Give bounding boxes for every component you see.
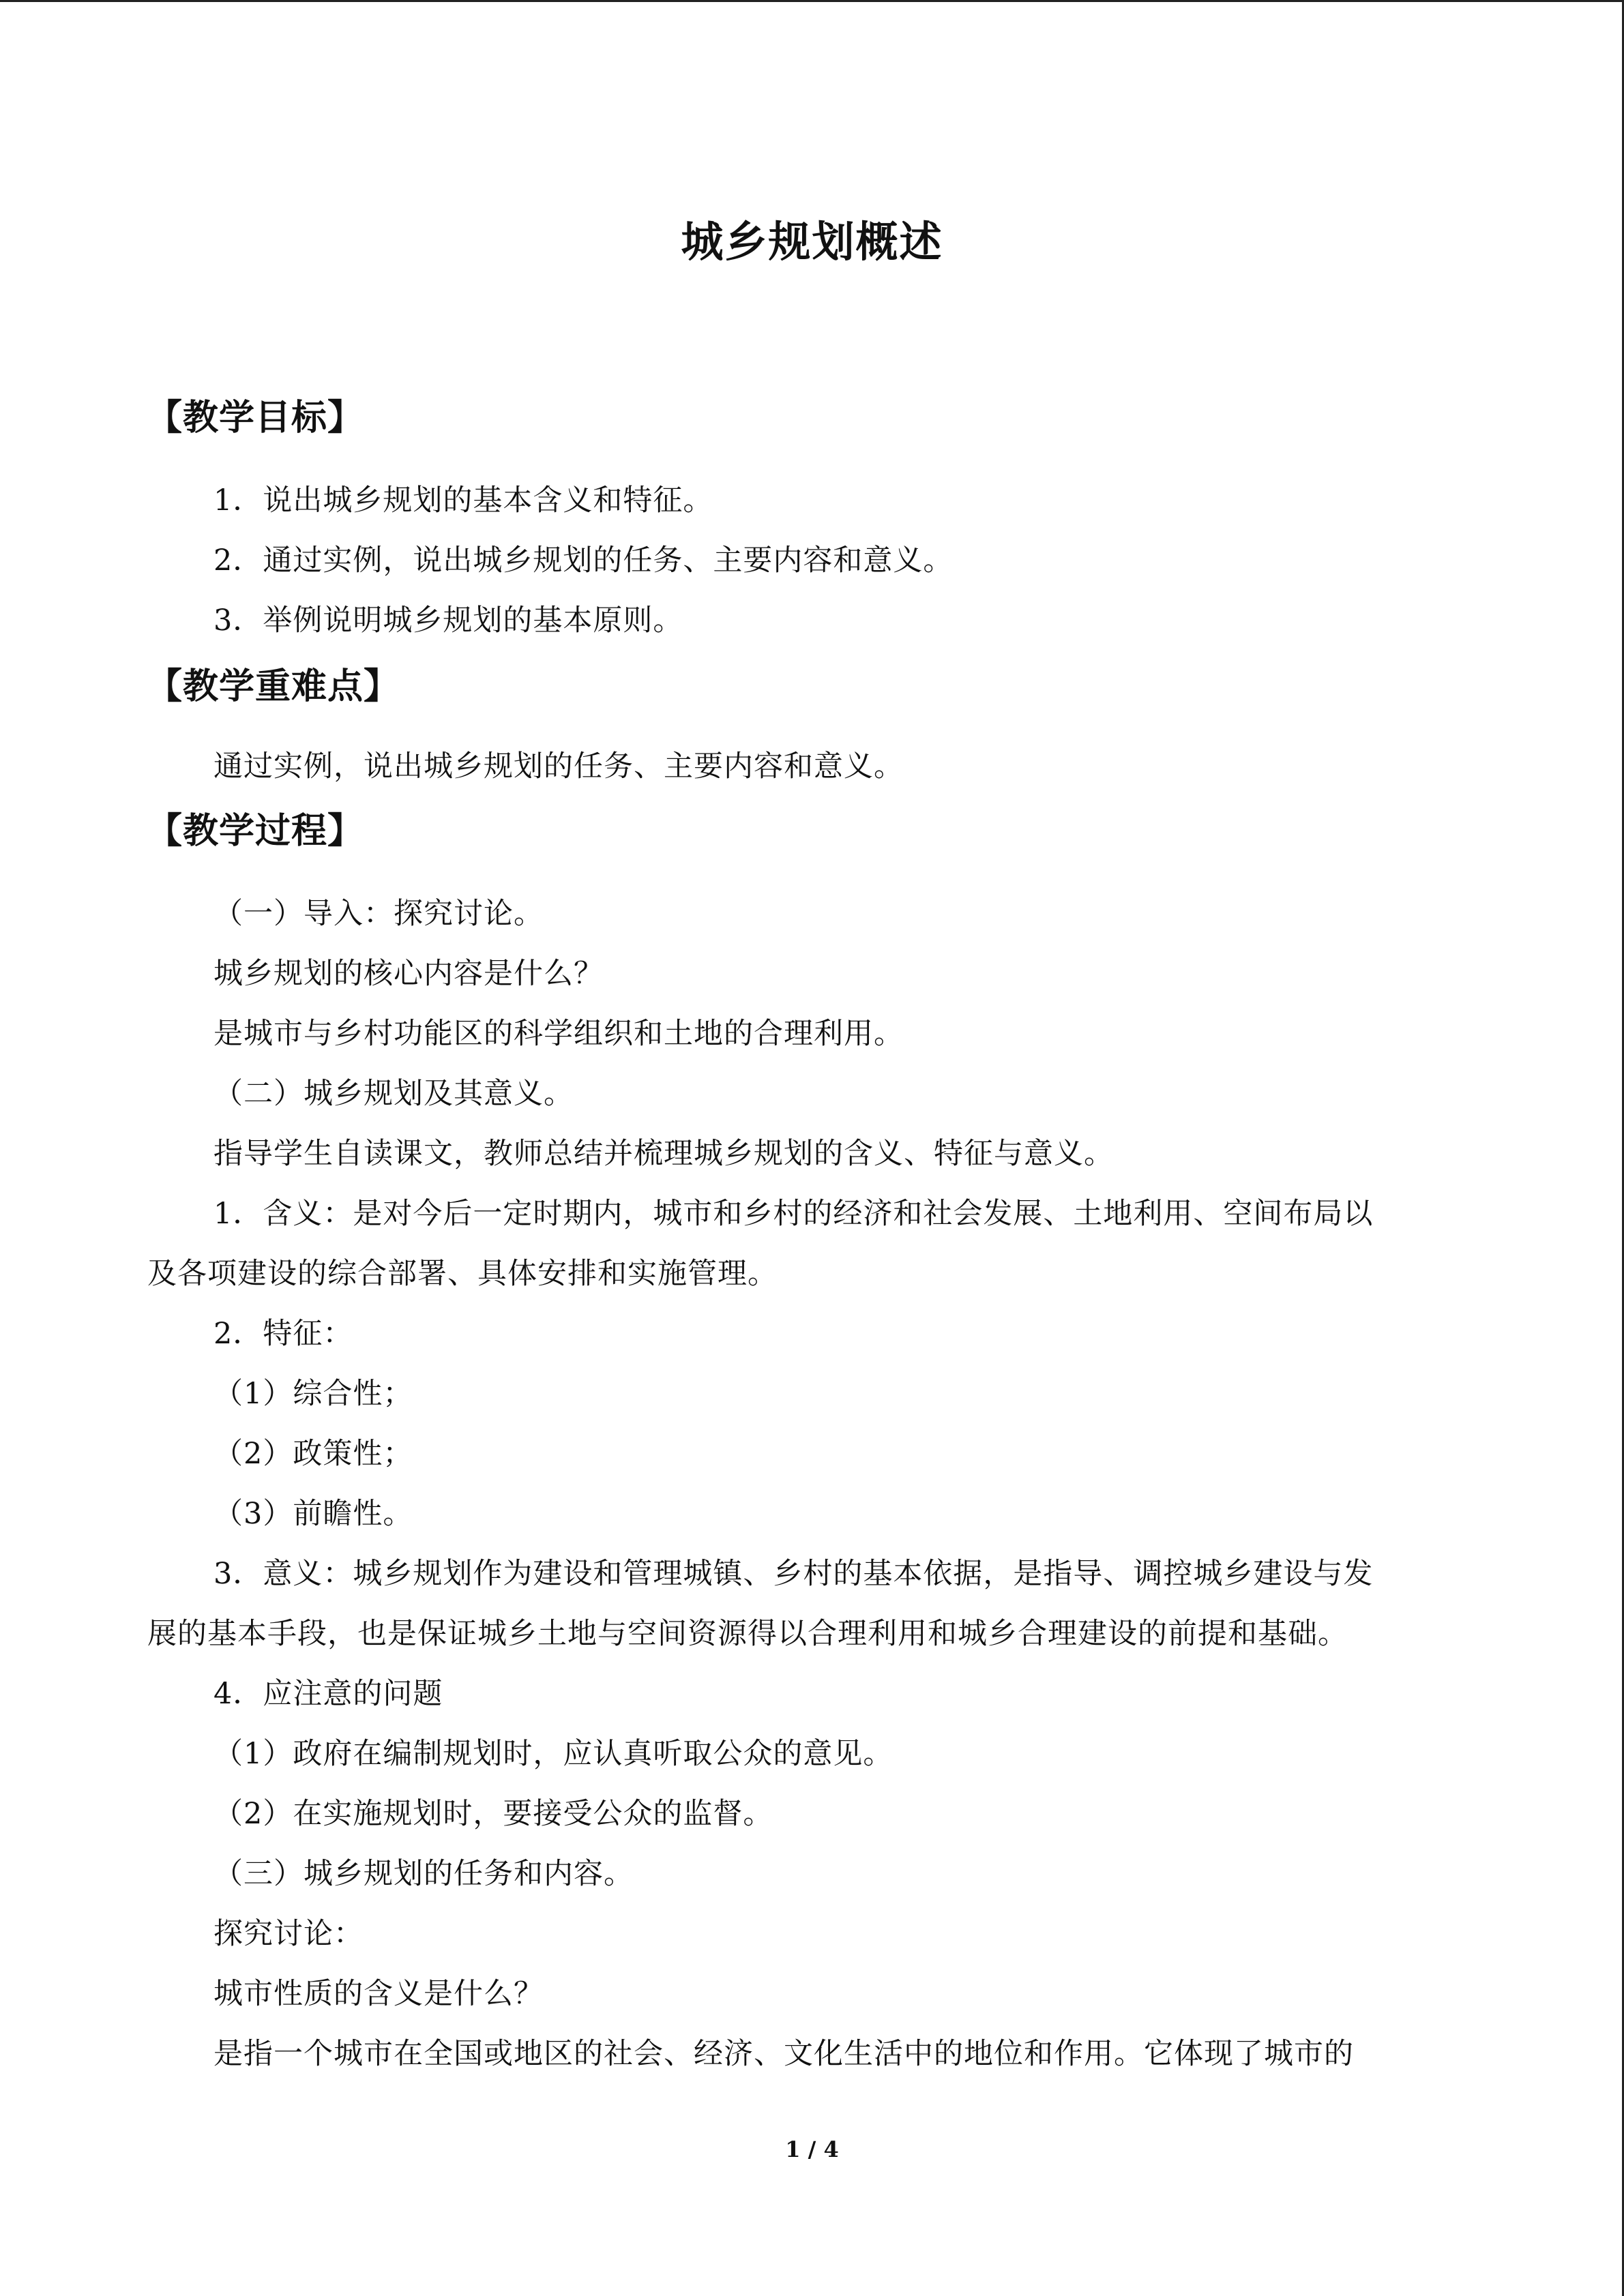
process-line: 是城市与乡村功能区的科学组织和土地的合理利用。	[213, 1017, 904, 1051]
process-line: （2）在实施规划时，要接受公众的监督。	[213, 1797, 773, 1831]
section-heading-keypoints: 【教学重难点】	[147, 666, 400, 707]
section-heading-objectives: 【教学目标】	[147, 398, 364, 438]
process-line: （1）综合性；	[213, 1377, 413, 1411]
process-line: （2）政策性；	[213, 1437, 413, 1471]
objective-item-1: 1．说出城乡规划的基本含义和特征。	[213, 483, 713, 518]
process-line: 是指一个城市在全国或地区的社会、经济、文化生活中的地位和作用。它体现了城市的	[213, 2037, 1354, 2071]
process-line: 1．含义：是对今后一定时期内，城市和乡村的经济和社会发展、土地利用、空间布局以	[213, 1197, 1374, 1231]
page-border-top	[0, 0, 1624, 2]
process-line: （一）导入：探究讨论。	[213, 897, 544, 931]
objective-item-2: 2．通过实例，说出城乡规划的任务、主要内容和意义。	[213, 543, 954, 578]
process-line: 城乡规划的核心内容是什么？	[213, 957, 604, 991]
process-line: （3）前瞻性。	[213, 1497, 413, 1531]
process-line: （二）城乡规划及其意义。	[213, 1077, 574, 1111]
section-heading-process: 【教学过程】	[147, 811, 364, 852]
document-title: 城乡规划概述	[681, 217, 943, 267]
process-line: 指导学生自读课文，教师总结并梳理城乡规划的含义、特征与意义。	[213, 1137, 1114, 1171]
process-line: 城市性质的含义是什么？	[213, 1977, 544, 2011]
objective-item-3: 3．举例说明城乡规划的基本原则。	[213, 603, 683, 638]
process-line: 3．意义：城乡规划作为建设和管理城镇、乡村的基本依据，是指导、调控城乡建设与发	[213, 1557, 1374, 1591]
process-line: （三）城乡规划的任务和内容。	[213, 1857, 634, 1891]
process-line: 探究讨论：	[213, 1917, 364, 1951]
process-line-continuation: 展的基本手段，也是保证城乡土地与空间资源得以合理利用和城乡合理建设的前提和基础。	[147, 1617, 1348, 1651]
process-line: 4．应注意的问题	[213, 1677, 443, 1711]
process-line-continuation: 及各项建设的综合部署、具体安排和实施管理。	[147, 1257, 778, 1291]
page-number: 1 / 4	[785, 2136, 839, 2162]
keypoints-text: 通过实例，说出城乡规划的任务、主要内容和意义。	[213, 749, 904, 784]
process-line: 2．特征：	[213, 1317, 353, 1351]
process-line: （1）政府在编制规划时，应认真听取公众的意见。	[213, 1737, 894, 1771]
